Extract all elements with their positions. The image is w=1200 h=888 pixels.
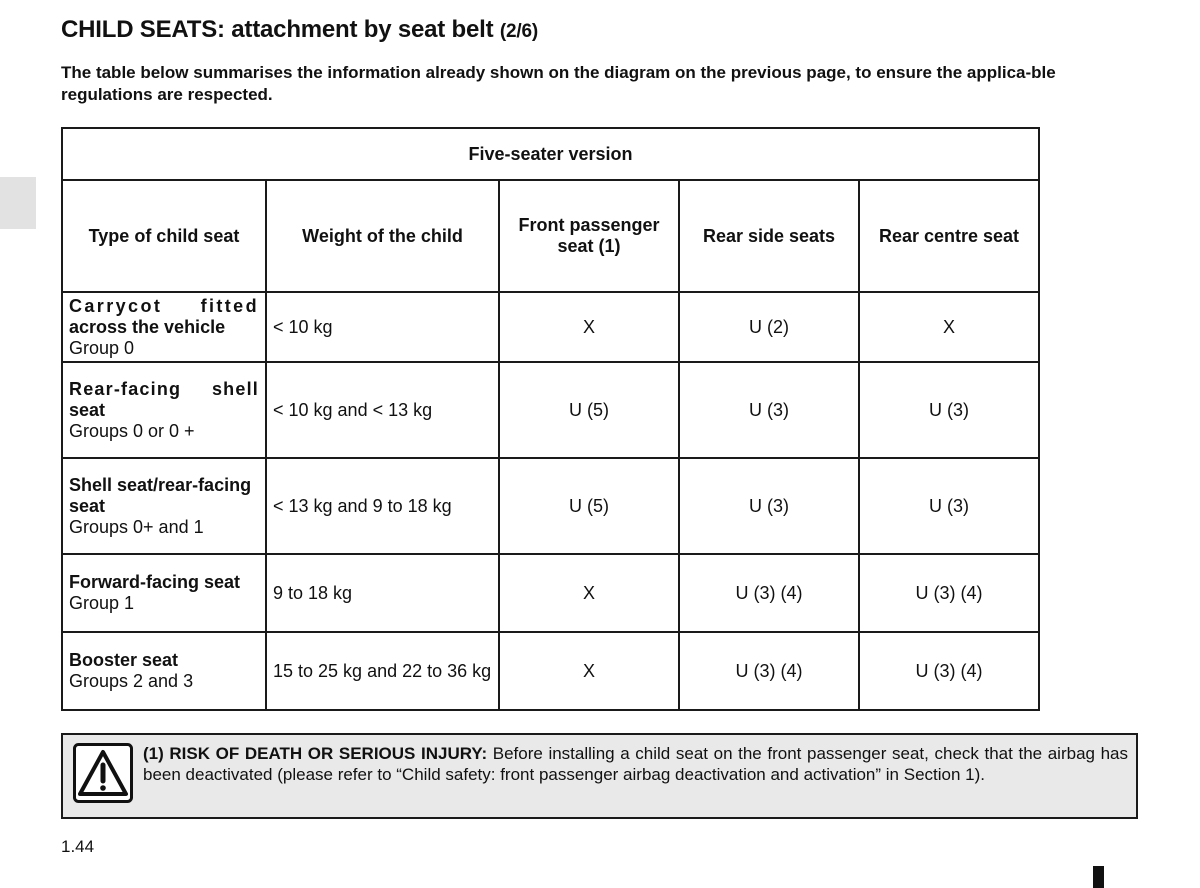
seat-type-name-cont: across the vehicle <box>69 316 226 337</box>
seat-type-group: Group 1 <box>69 593 135 613</box>
cell-front-passenger: X <box>499 554 679 632</box>
child-seat-table <box>61 127 1040 711</box>
cell-rear-side: U (3) (4) <box>679 632 859 710</box>
cell-front-passenger: X <box>499 632 679 710</box>
cell-front-passenger: X <box>499 292 679 362</box>
cell-weight: 9 to 18 kg <box>266 554 499 632</box>
seat-type-name-cont: seat <box>69 399 106 420</box>
table-row <box>62 362 1039 458</box>
seat-type-name-cont: seat <box>69 495 106 516</box>
table-row <box>62 458 1039 554</box>
cell-weight: < 10 kg <box>266 292 499 362</box>
seat-type-name: Rear-facing shell <box>69 378 259 399</box>
seat-type-name: Shell seat/rear-facing <box>69 474 252 495</box>
header-rear-centre: Rear centre seat <box>859 180 1039 292</box>
cell-weight: 15 to 25 kg and 22 to 36 kg <box>266 632 499 710</box>
table-row <box>62 292 1039 362</box>
table-header-row <box>62 180 1039 292</box>
warning-body: Before installing a child seat on the front passenger seat, check that the airbag has been deactivated (please refer to “Child safety: front passenger airbag deactivation and activation” in Section 1). <box>143 744 1129 784</box>
cell-front-passenger: U (5) <box>499 458 679 554</box>
page-title <box>61 16 538 44</box>
seat-type-name: Booster seat <box>69 650 179 670</box>
cell-seat-type <box>62 632 266 710</box>
cell-rear-centre: U (3) (4) <box>859 554 1039 632</box>
page-title-text: CHILD SEATS: attachment by seat belt <box>61 16 494 43</box>
page-number: 1.44 <box>61 837 95 856</box>
seat-type-name: Carrycot fitted <box>69 295 259 316</box>
cell-rear-side: U (3) <box>679 362 859 458</box>
header-weight: Weight of the child <box>266 180 499 292</box>
cell-weight: < 10 kg and < 13 kg <box>266 362 499 458</box>
cell-weight: < 13 kg and 9 to 18 kg <box>266 458 499 554</box>
header-front-passenger: Front passenger seat (1) <box>499 180 679 292</box>
cell-seat-type <box>62 554 266 632</box>
cell-rear-side: U (3) (4) <box>679 554 859 632</box>
cell-seat-type <box>62 458 266 554</box>
header-type: Type of child seat <box>62 180 266 292</box>
warning-text <box>143 743 1128 785</box>
cell-rear-centre: U (3) <box>859 362 1039 458</box>
seat-type-group: Groups 0+ and 1 <box>69 516 204 537</box>
header-rear-side: Rear side seats <box>679 180 859 292</box>
table-caption-row <box>62 128 1039 180</box>
section-side-tab <box>0 177 36 229</box>
seat-type-name: Forward-facing seat <box>69 572 241 592</box>
table-row <box>62 632 1039 710</box>
intro-paragraph: The table below summarises the information already shown on the diagram on the previous page, to ensure the applica-ble regulations are respected. <box>61 63 1056 104</box>
table-caption: Five-seater version <box>62 128 1039 180</box>
table-row <box>62 554 1039 632</box>
cell-seat-type <box>62 292 266 362</box>
cell-rear-side: U (2) <box>679 292 859 362</box>
cell-rear-centre: X <box>859 292 1039 362</box>
cell-rear-centre: U (3) <box>859 458 1039 554</box>
warning-lead: (1) RISK OF DEATH OR SERIOUS INJURY: <box>143 744 488 763</box>
cell-seat-type <box>62 362 266 458</box>
warning-box <box>61 733 1138 819</box>
cell-rear-side: U (3) <box>679 458 859 554</box>
corner-mark <box>1093 866 1104 888</box>
seat-type-group: Groups 0 or 0 + <box>69 420 195 441</box>
seat-type-group: Groups 2 and 3 <box>69 671 194 691</box>
cell-rear-centre: U (3) (4) <box>859 632 1039 710</box>
page-title-part: (2/6) <box>499 21 538 42</box>
seat-type-group: Group 0 <box>69 337 135 358</box>
cell-front-passenger: U (5) <box>499 362 679 458</box>
warning-triangle-icon <box>73 743 133 803</box>
